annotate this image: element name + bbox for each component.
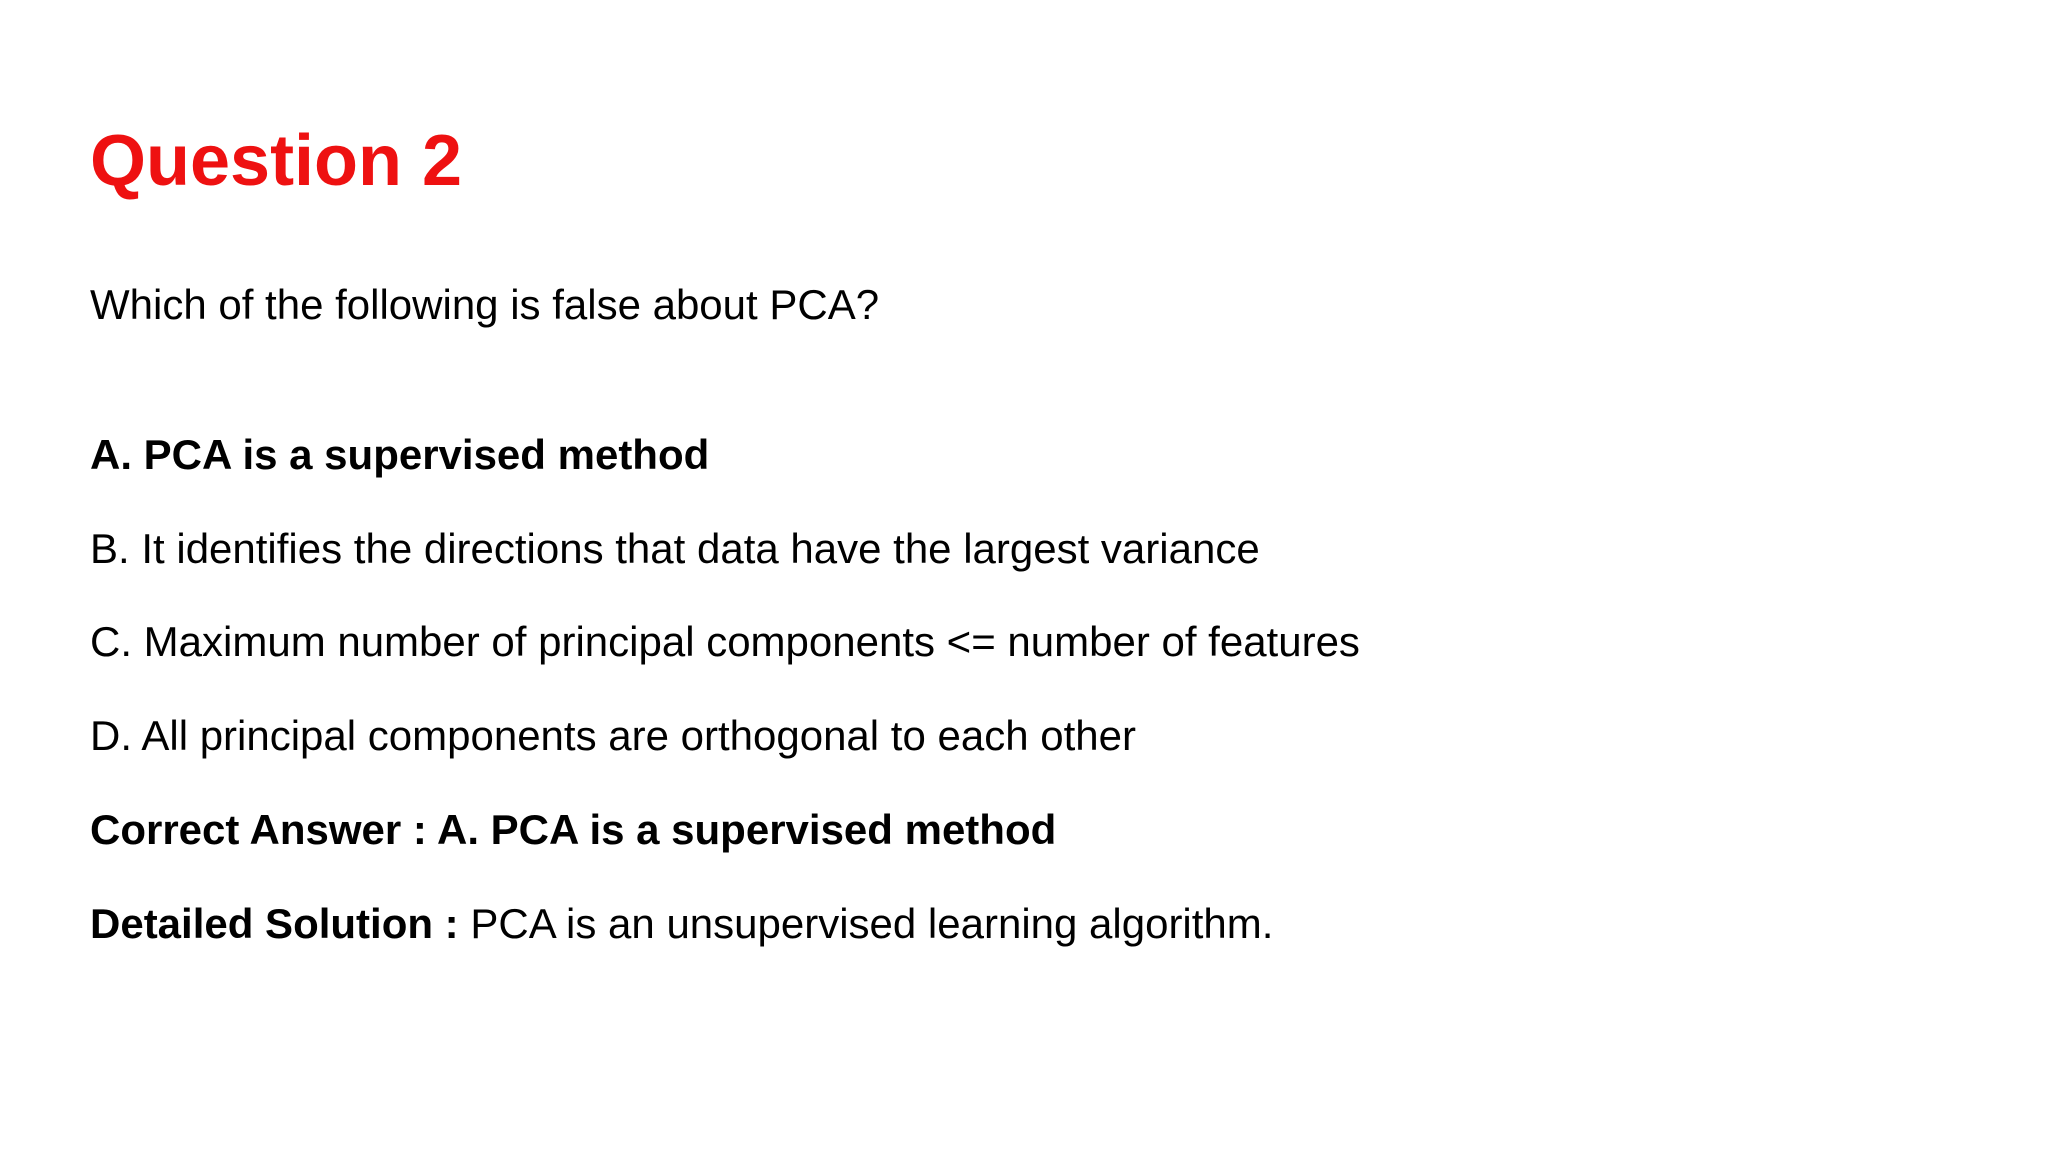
correct-answer [90,805,1056,855]
option-c: C. Maximum number of principal components <= number of features [90,618,1360,665]
correct-answer-value: A. PCA is a supervised method [436,806,1057,853]
correct-answer-label: Correct Answer : [90,806,437,853]
question-title: Question 2 [90,121,463,201]
detailed-solution-value: PCA is an unsupervised learning algorithm. [470,900,1274,947]
detailed-solution-label: Detailed Solution : [90,900,471,947]
detailed-solution [90,899,1273,949]
option-a: A. PCA is a supervised method [90,431,710,478]
option-d: D. All principal components are orthogonal to each other [90,712,1136,759]
option-b: B. It identifies the directions that data have the largest variance [90,525,1260,572]
question-prompt: Which of the following is false about PCA? [90,281,880,328]
